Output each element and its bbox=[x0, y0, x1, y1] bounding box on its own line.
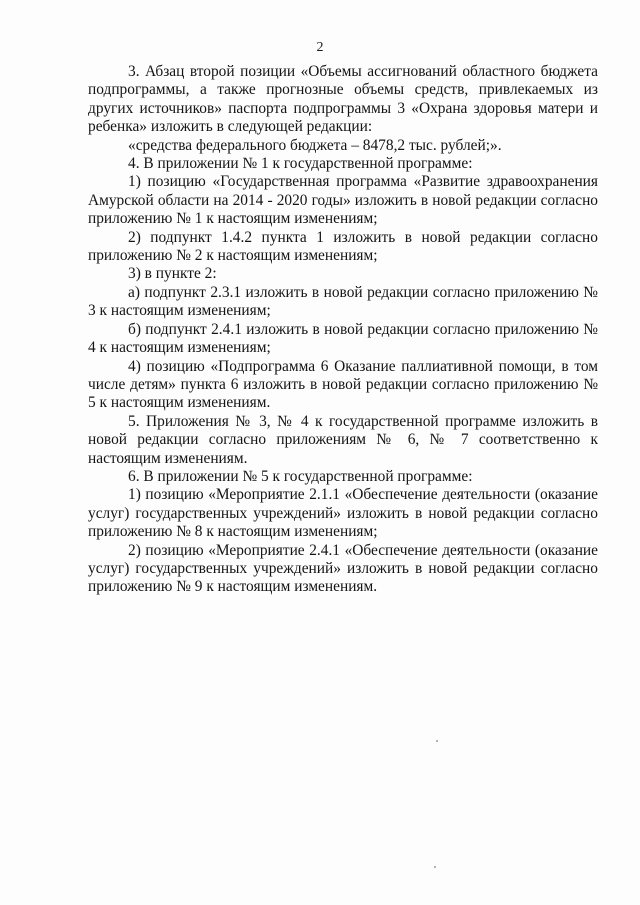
paragraph-subitem-6-1: 1) позицию «Мероприятие 2.1.1 «Обеспечение деятельности (оказание услуг) государственных учреждений» изложить в новой редакции согласно приложению № 8 к настоящим изменениям; bbox=[88, 486, 598, 541]
paragraph-subitem-6-2: 2) позицию «Мероприятие 2.4.1 «Обеспечение деятельности (оказание услуг) государственных учреждений» изложить в новой редакции согласно приложению № 9 к настоящим изменениям. bbox=[88, 541, 598, 596]
paragraph-subitem-4-1: 1) позицию «Государственная программа «Развитие здравоохранения Амурской области на 2014 - 2020 годы» изложить в новой редакции согласно приложению № 1 к настоящим изменениям; bbox=[88, 173, 598, 228]
scan-speck bbox=[434, 866, 436, 868]
paragraph-budget-quote: «средства федерального бюджета – 8478,2 тыс. рублей;». bbox=[128, 136, 502, 154]
paragraph-subitem-4-4: 4) позицию «Подпрограмма 6 Оказание паллиативной помощи, в том числе детям» пункта 6 изложить в новой редакции согласно приложению № 5 к настоящим изменениям. bbox=[88, 357, 598, 412]
paragraph-item-3: 3. Абзац второй позиции «Объемы ассигнований областного бюджета подпрограммы, а также прогнозные объемы средств, привлекаемых из других источников» паспорта подпрограммы 3 «Охрана здоровья матери и ребенка» изложить в следующей редакции: bbox=[88, 63, 598, 136]
paragraph-subitem-4-3-b: б) подпункт 2.4.1 изложить в новой редакции согласно приложению № 4 к настоящим изменениям; bbox=[88, 320, 598, 357]
paragraph-subitem-4-3: 3) в пункте 2: bbox=[128, 265, 217, 283]
document-body bbox=[88, 63, 598, 597]
paragraph-item-4: 4. В приложении № 1 к государственной программе: bbox=[128, 155, 473, 173]
page-number: 2 bbox=[316, 40, 324, 55]
scan-speck bbox=[436, 740, 438, 742]
paragraph-subitem-4-2: 2) подпункт 1.4.2 пункта 1 изложить в новой редакции согласно приложению № 2 к настоящим изменениям; bbox=[88, 228, 598, 265]
paragraph-item-6: 6. В приложении № 5 к государственной программе: bbox=[128, 467, 473, 485]
paragraph-subitem-4-3-a: а) подпункт 2.3.1 изложить в новой редакции согласно приложению № 3 к настоящим изменениям; bbox=[88, 283, 598, 320]
paragraph-item-5: 5. Приложения № 3, № 4 к государственной программе изложить в новой редакции согласно приложениям № 6, № 7 соответственно к настоящим изменениям. bbox=[88, 412, 598, 467]
